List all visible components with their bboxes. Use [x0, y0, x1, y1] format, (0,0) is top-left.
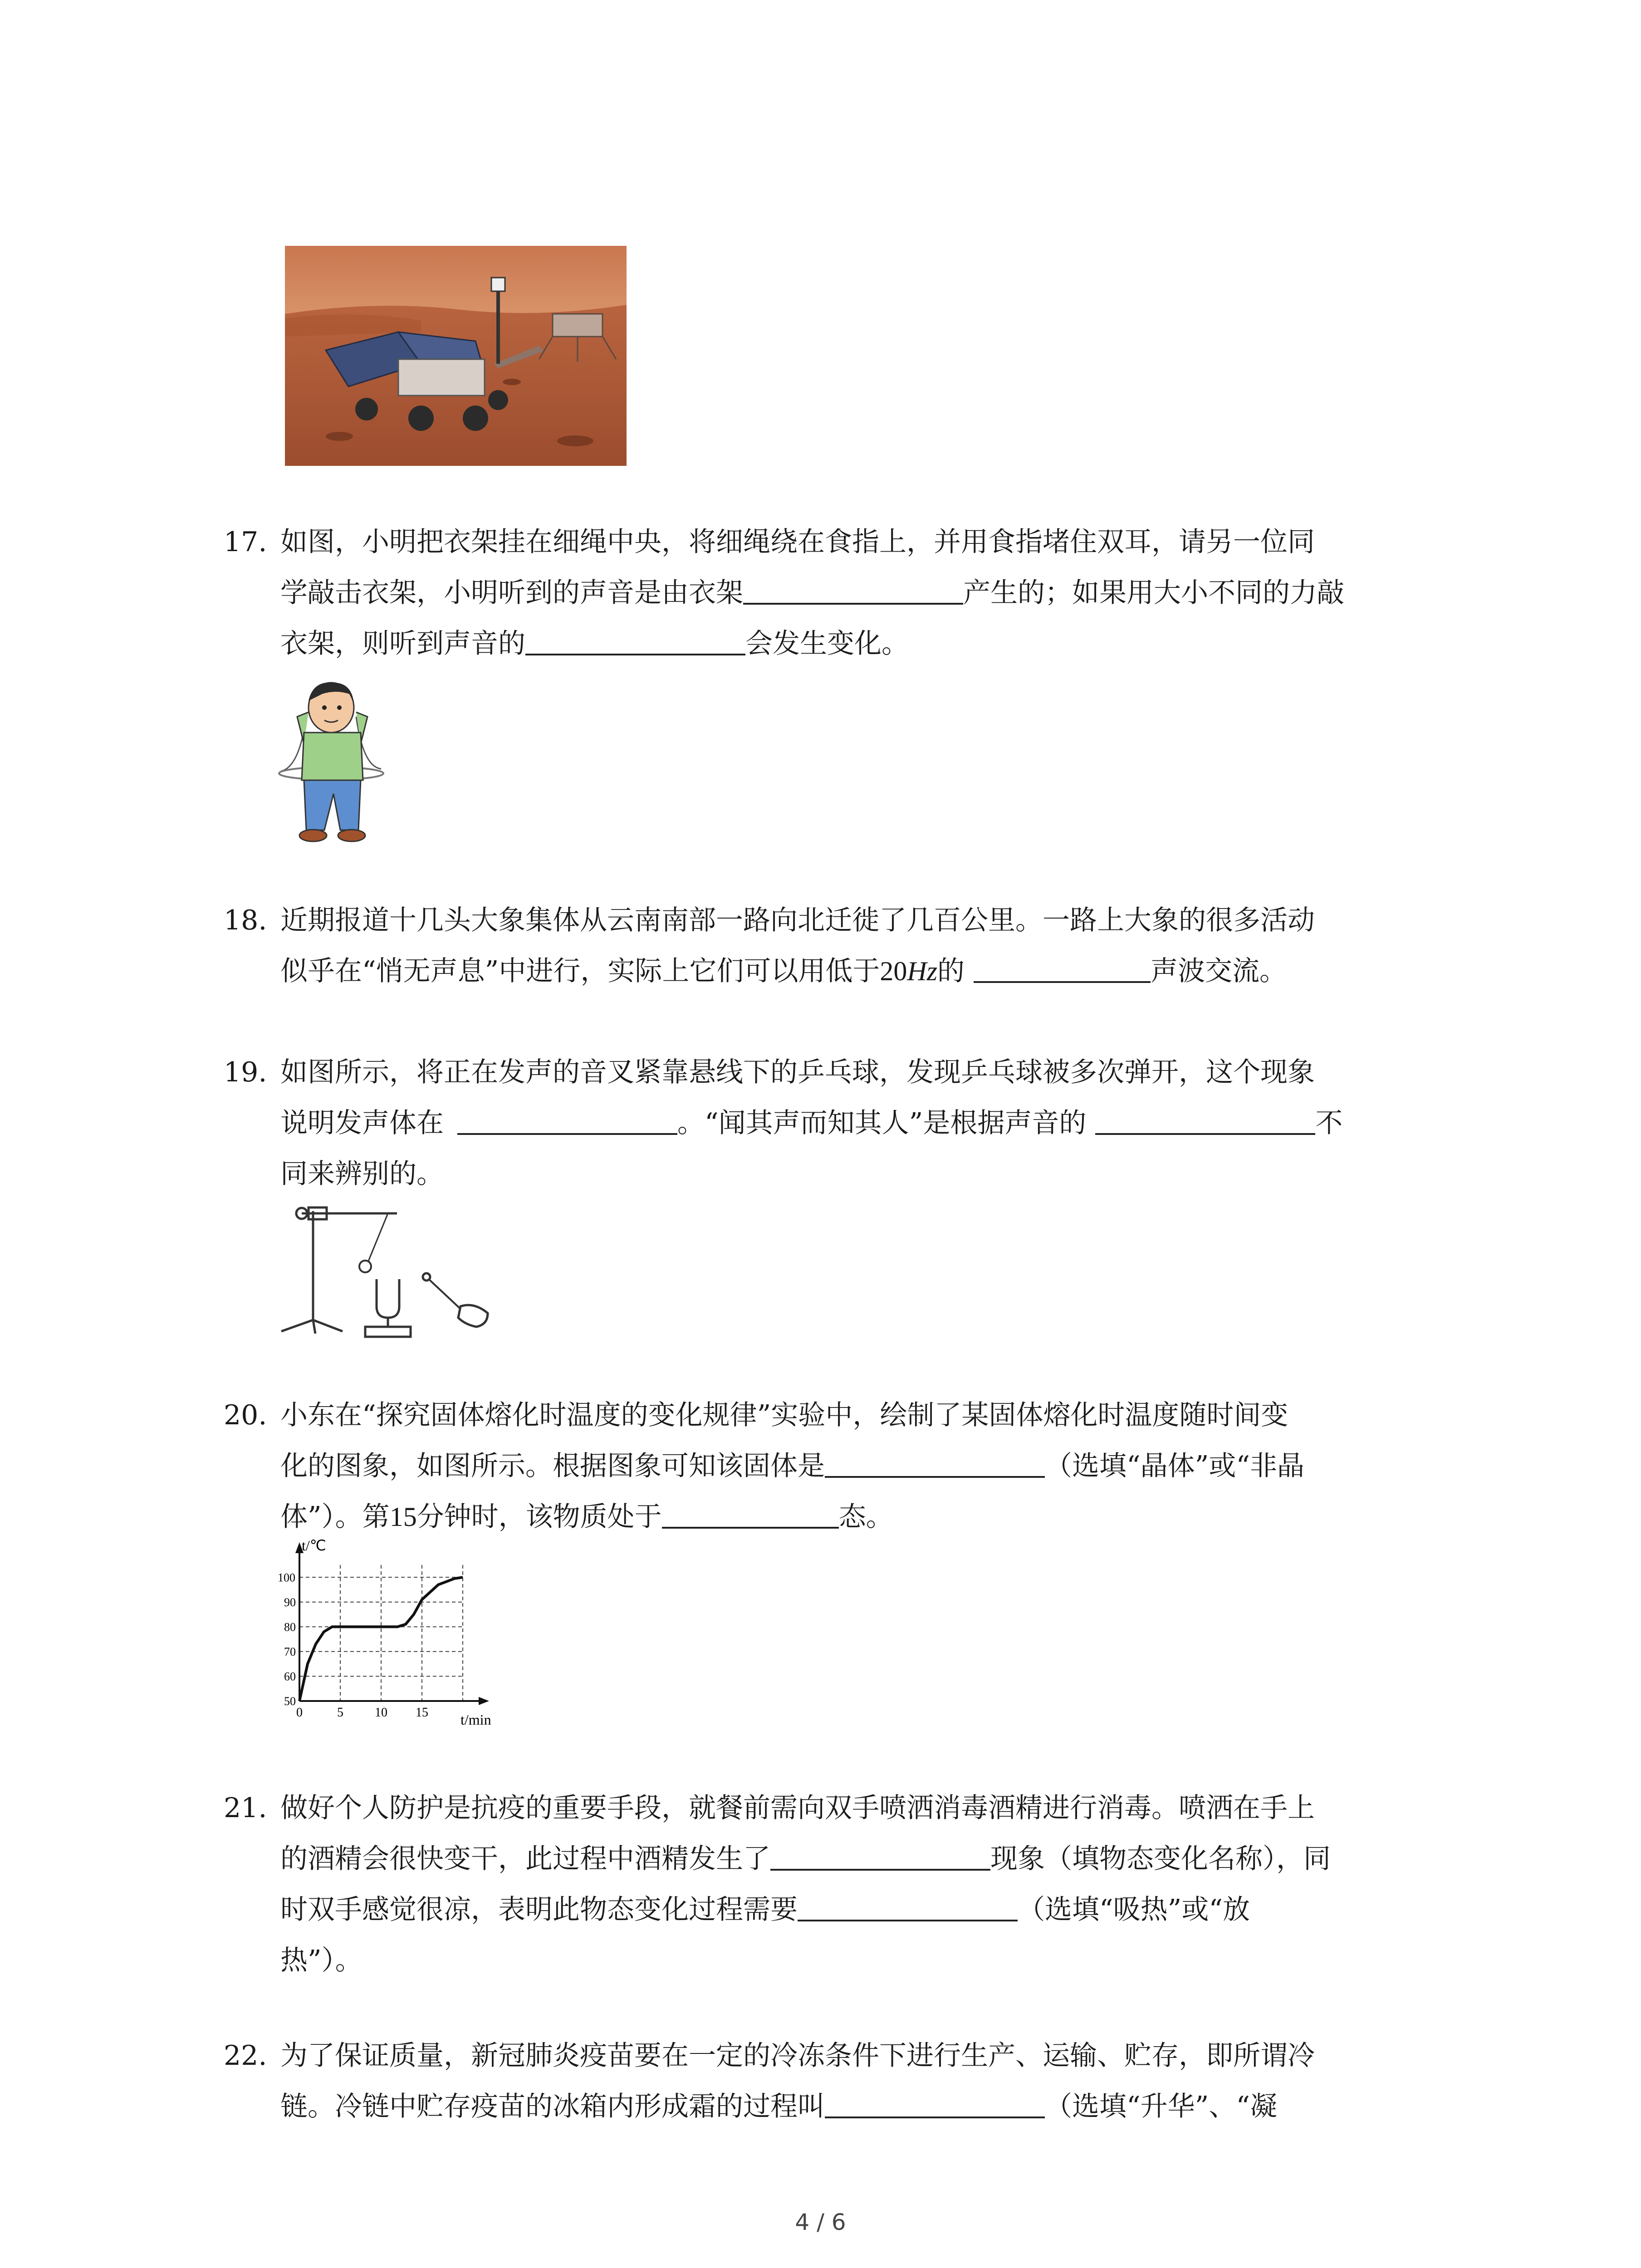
melting-temperature-chart	[277, 1538, 513, 1733]
question-line: 链。冷链中贮存疫苗的冰箱内形成霜的过程叫 （选填“升华”、“凝	[280, 2091, 1278, 2122]
chart-x-axis-label: t/min	[460, 1711, 491, 1728]
question-line: 似乎在“悄无声息”中进行，实际上它们可以用低于20Hz的 声波交流。	[280, 955, 1287, 987]
chart-x-tick-label: 0	[296, 1706, 303, 1720]
page-number: 4 / 6	[795, 2209, 846, 2235]
answer-blank[interactable]	[770, 1843, 990, 1871]
question-line: 做好个人防护是抗疫的重要手段，就餐前需向双手喷洒消毒酒精进行消毒。喷洒在手上	[280, 1792, 1315, 1824]
question-line: 的酒精会很快变干，此过程中酒精发生了 现象（填物态变化名称），同	[280, 1843, 1331, 1875]
answer-blank[interactable]	[1095, 1108, 1315, 1135]
chart-x-tick-label: 15	[416, 1706, 428, 1720]
answer-blank[interactable]	[825, 1451, 1045, 1478]
question-number: 19.	[224, 1056, 267, 1088]
question-number: 22.	[224, 2040, 267, 2072]
boy-covering-ears-illustration	[272, 676, 408, 846]
question-line: 如图，小明把衣架挂在细绳中央，将细绳绕在食指上，并用食指堵住双耳，请另一位同	[280, 526, 1315, 558]
chart-axes	[295, 1542, 489, 1705]
question-number: 18.	[224, 904, 267, 936]
chart-x-tick-label: 10	[375, 1706, 387, 1720]
question-line: 学敲击衣架，小明听到的声音是由衣架 产生的；如果用大小不同的力敲	[280, 577, 1344, 609]
answer-blank[interactable]	[662, 1501, 839, 1529]
question-line: 说明发声体在 。“闻其声而知其人”是根据声音的 不	[280, 1107, 1343, 1139]
chart-y-tick-label: 80	[284, 1620, 296, 1634]
chart-y-tick-label: 90	[284, 1595, 296, 1609]
question-line: 衣架，则听到声音的 会发生变化。	[280, 628, 909, 660]
question-line: 小东在“探究固体熔化时温度的变化规律”实验中，绘制了某固体熔化时温度随时间变	[280, 1399, 1288, 1431]
question-number: 17.	[224, 526, 267, 558]
question-line: 热”）。	[280, 1945, 362, 1976]
answer-blank[interactable]	[525, 628, 745, 655]
question-number: 21.	[224, 1792, 267, 1824]
answer-blank[interactable]	[457, 1108, 677, 1135]
chart-y-tick-label: 100	[278, 1571, 295, 1584]
mars-rover-photo	[285, 246, 627, 466]
question-line: 同来辨别的。	[280, 1158, 444, 1190]
question-line: 化的图象，如图所示。根据图象可知该固体是 （选填“晶体”或“非晶	[280, 1450, 1305, 1482]
chart-x-axis-arrow	[479, 1697, 489, 1705]
chart-y-tick-label: 50	[284, 1695, 296, 1708]
question-line: 近期报道十几头大象集体从云南南部一路向北迁徙了几百公里。一路上大象的很多活动	[280, 904, 1315, 936]
chart-y-tick-label: 70	[284, 1645, 296, 1658]
question-line: 时双手感觉很凉，表明此物态变化过程需要 （选填“吸热”或“放	[280, 1894, 1250, 1926]
question-number: 20.	[224, 1399, 267, 1431]
question-line: 如图所示，将正在发声的音叉紧靠悬线下的乒乓球，发现乒乓球被多次弹开，这个现象	[280, 1056, 1315, 1088]
chart-y-axis-label: t/℃	[302, 1538, 326, 1554]
tuning-fork-experiment-illustration	[274, 1198, 497, 1343]
answer-blank[interactable]	[974, 956, 1151, 983]
chart-x-tick-label: 5	[337, 1706, 343, 1720]
answer-blank[interactable]	[798, 1894, 1018, 1921]
question-line: 为了保证质量，新冠肺炎疫苗要在一定的冷冻条件下进行生产、运输、贮存，即所谓冷	[280, 2040, 1315, 2072]
answer-blank[interactable]	[825, 2091, 1045, 2118]
answer-blank[interactable]	[743, 577, 963, 605]
question-line: 体”）。第15分钟时，该物质处于 态。	[280, 1501, 893, 1533]
chart-y-tick-label: 60	[284, 1670, 296, 1683]
